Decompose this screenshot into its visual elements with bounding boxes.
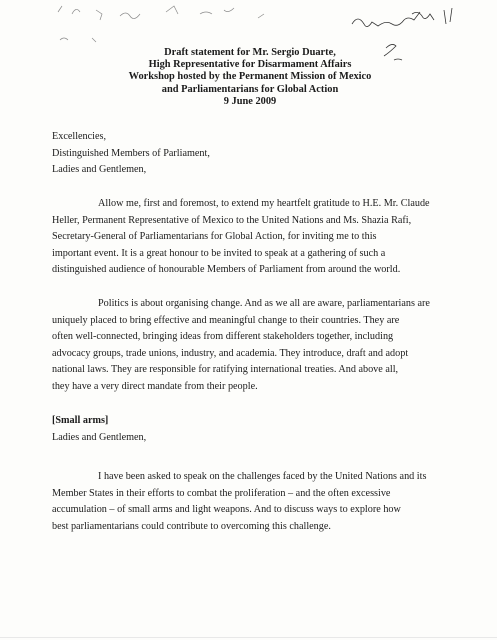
salutation-line: Distinguished Members of Parliament, <box>52 147 210 159</box>
paragraph-line: important event. It is a great honour to be invited to speak at a gathering of such a <box>52 247 386 259</box>
paragraph-politics <box>52 296 452 396</box>
header-event-line: Workshop hosted by the Permanent Mission of Mexico <box>128 71 372 83</box>
paragraph-line: advocacy groups, trade unions, industry, and academia. They introduce, draft and adopt <box>52 347 409 359</box>
section-salutation: Ladies and Gentlemen, <box>52 431 147 443</box>
salutation-line: Excellencies, <box>52 131 107 142</box>
paragraph-line: often well-connected, bringing ideas from different stakeholders together, including <box>52 331 394 343</box>
header-role-line: High Representative for Disarmament Affairs <box>148 59 352 71</box>
paragraph-gratitude <box>52 196 452 279</box>
paragraph-line: Politics is about organising change. And as we all are aware, parliamentarians are <box>98 298 430 309</box>
header-date-line: 9 June 2009 <box>223 95 277 107</box>
header-host-line: and Parliamentarians for Global Action <box>161 83 339 95</box>
paragraph-line: they have a very direct mandate from their people. <box>52 380 258 392</box>
paragraph-line: uniquely placed to bring effective and meaningful change to their countries. They are <box>52 314 400 326</box>
paragraph-line: Member States in their efforts to combat the proliferation – and the often excessive <box>52 487 391 499</box>
header-title-line: Draft statement for Mr. Sergio Duarte, <box>164 47 336 58</box>
paragraph-line: Secretary-General of Parliamentarians for Global Action, for inviting me to this <box>52 231 377 243</box>
paragraph-line: accumulation – of small arms and light weapons. And to discuss ways to explore how <box>52 504 401 516</box>
section-small-arms <box>52 413 452 446</box>
section-heading: [Small arms] <box>52 415 109 426</box>
paragraph-challenges <box>52 469 452 535</box>
paragraph-line: best parliamentarians could contribute to overcoming this challenge. <box>52 520 331 532</box>
statement-header <box>60 47 440 108</box>
salutation-block <box>52 129 452 179</box>
paragraph-line: Allow me, first and foremost, to extend my heartfelt gratitude to H.E. Mr. Claude <box>98 198 430 209</box>
salutation-line: Ladies and Gentlemen, <box>52 164 147 176</box>
paragraph-line: national laws. They are responsible for ratifying international treaties. And above all, <box>52 364 399 376</box>
paragraph-line: Heller, Permanent Representative of Mexico to the United Nations and Ms. Shazia Rafi, <box>52 214 412 226</box>
page-edge-divider <box>0 637 497 638</box>
paragraph-line: distinguished audience of honourable Members of Parliament from around the world. <box>52 264 401 276</box>
paragraph-line: I have been asked to speak on the challenges faced by the United Nations and its <box>98 471 427 482</box>
